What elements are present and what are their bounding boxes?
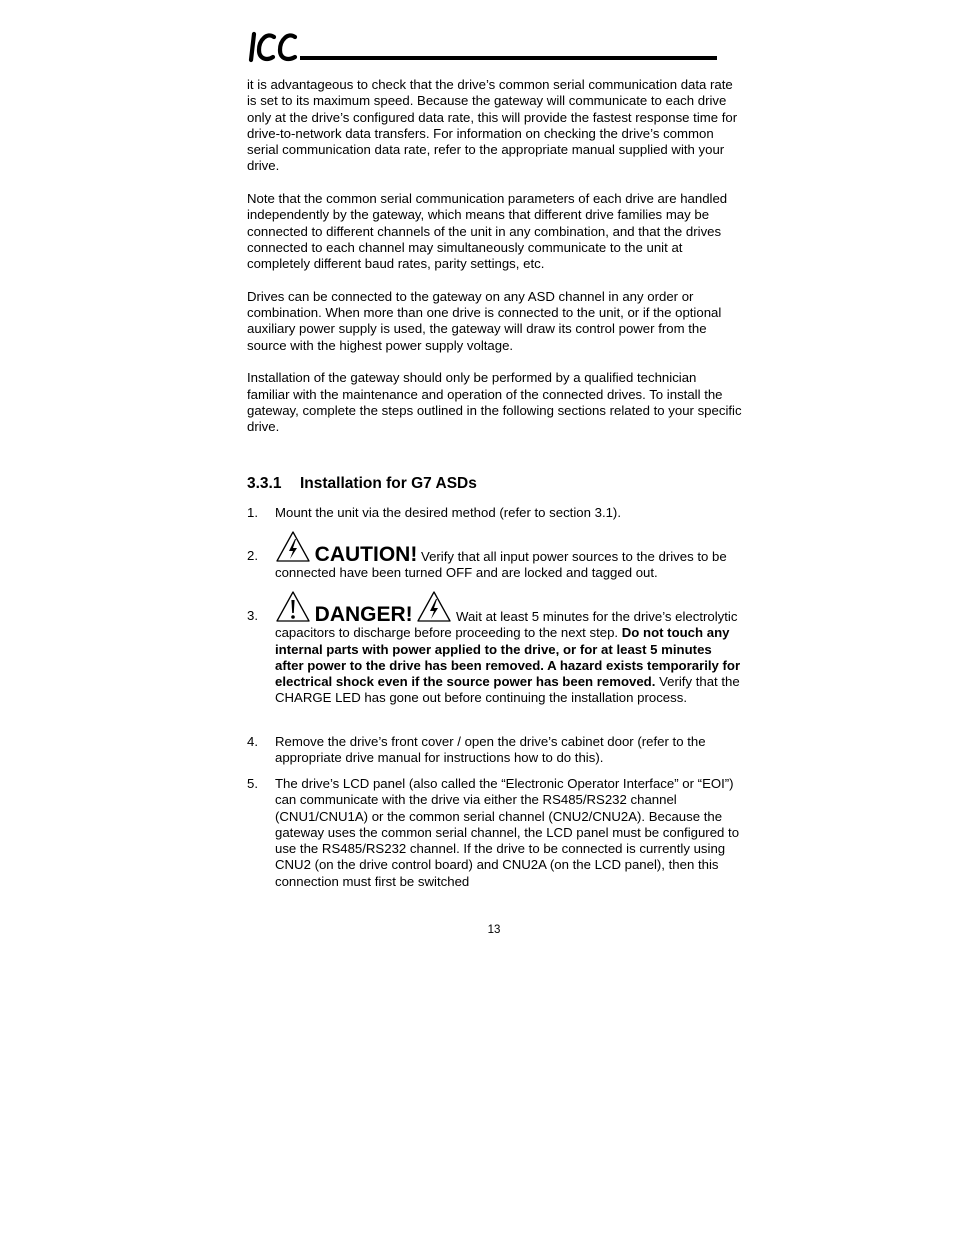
high-voltage-warning-icon <box>275 530 311 563</box>
step-number: 2. <box>247 548 258 563</box>
step-number: 1. <box>247 505 258 520</box>
paragraph: it is advantageous to check that the drive’s common serial communication data rate is set to its maximum speed. Because the gateway will communicate to each drive only at the drive’s configured data rate, this will provide the fastest response time for drive-to-network data transfers. For information on checking the drive’s common serial communication data rate, refer to the appropriate manual supplied with your drive. <box>247 77 738 174</box>
paragraph: Installation of the gateway should only be performed by a qualified technician familiar with the maintenance and operation of the connected drives. To install the gateway, complete the steps outlined in the following sections related to your specific drive. <box>247 370 742 435</box>
danger-text-continued: Verify that the CHARGE LED has gone out before continuing the installation process. <box>275 674 740 706</box>
step-text <box>275 530 742 582</box>
step-number: 5. <box>247 776 258 791</box>
exclamation-warning-icon <box>275 590 311 623</box>
step-number: 3. <box>247 608 258 623</box>
icc-logo <box>247 28 299 64</box>
danger-warning-bold: Do not touch any internal parts with power applied to the drive, or for at least 5 minutes after power to the drive has been removed. A hazard exists temporarily for electrical shock even if the source power has been removed. <box>275 625 741 690</box>
high-voltage-warning-icon <box>416 590 452 623</box>
section-number: 3.3.1 <box>247 475 282 492</box>
danger-label: DANGER! <box>314 603 413 626</box>
page-number: 13 <box>487 924 501 936</box>
caution-label: CAUTION! <box>314 543 418 566</box>
step-number: 4. <box>247 734 258 749</box>
paragraph: Drives can be connected to the gateway on any ASD channel in any order or combination. When more than one drive is connected to the unit, or if the optional auxiliary power supply is used, the gateway will draw its control power from the source with the highest power supply voltage. <box>247 288 722 353</box>
step-text: Mount the unit via the desired method (refer to section 3.1). <box>275 505 621 520</box>
paragraph: Note that the common serial communication parameters of each drive are handled independently by the gateway, which means that different drive families may be connected to different channels of the unit in any combination, and that the drives connected to each channel may simultaneously communicate to the unit at completely different baud rates, parity settings, etc. <box>247 191 728 272</box>
header-rule <box>300 56 717 60</box>
danger-text: Wait at least 5 minutes for the drive’s electrolytic capacitors to discharge before proceeding to the next step. <box>275 609 738 641</box>
caution-text: Verify that all input power sources to the drives to be connected have been turned OFF and are locked and tagged out. <box>275 549 727 581</box>
list-item <box>247 505 742 521</box>
section-heading <box>247 475 477 493</box>
body-text <box>247 77 742 452</box>
list-item <box>247 530 742 582</box>
step-text: Remove the drive’s front cover / open the drive’s cabinet door (refer to the appropriate drive manual for instructions how to do this). <box>275 734 706 766</box>
list-item <box>247 776 742 890</box>
section-title: Installation for G7 ASDs <box>300 475 477 492</box>
list-item <box>247 734 742 767</box>
step-text <box>275 590 742 707</box>
step-text: The drive’s LCD panel (also called the “Electronic Operator Interface” or “EOI”) can communicate with the drive via either the RS485/RS232 channel (CNU1/CNU1A) or the common serial channel (CNU2/CNU2A). Because the gateway uses the common serial channel, the LCD panel must be configured to use the RS485/RS232 channel. If the drive to be connected is currently using CNU2 (on the drive control board) and CNU2A (on the LCD panel), then this connection must first be switched <box>275 776 740 889</box>
list-item <box>247 590 742 707</box>
